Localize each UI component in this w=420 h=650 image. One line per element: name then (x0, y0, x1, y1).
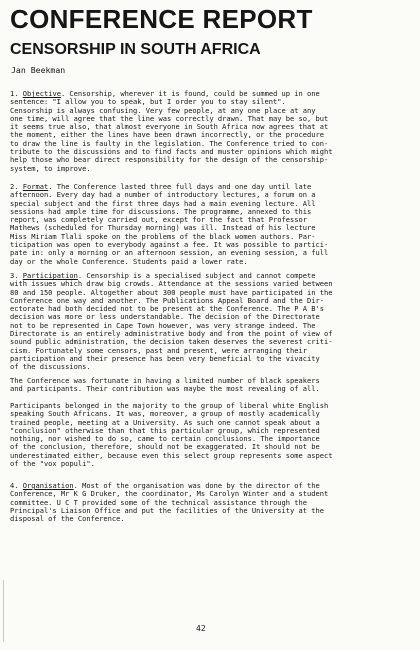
section-first-line: 1. Objective. Censorship, wherever it is found, could be summed up in one (10, 90, 320, 98)
text-line: ectorate had both decided not to be present at the Conference. The P A B's (10, 305, 324, 314)
text-line: Participants belonged in the majority to the group of liberal white English (10, 402, 329, 410)
text-line: the moment, either the lines have been drawn incorrectly, or the procedure (10, 131, 324, 140)
report-title: CONFERENCE REPORT (10, 4, 313, 34)
text-line: to draw the line is faulty in the legislation. The Conference tried to con- (10, 139, 329, 148)
section-paragraph (10, 272, 412, 372)
text-line: it seems true also, that almost everyone in South Africa now agrees that at (10, 123, 329, 132)
text-line: committee. U C T provided some of the technical assistance through the (10, 498, 307, 507)
text-line: 80 and 150 people. Altogether about 300 people must have participated in the (10, 288, 333, 297)
text-line: decision was more or less understandable. The decision of the Directorate (10, 313, 320, 322)
text-line: tribute to the discussions and to find facts and muster opinions which might (10, 148, 333, 157)
text-line: with issues which draw big crowds. Attendance at the sessions varied between (10, 280, 333, 289)
section-participation (10, 272, 412, 372)
text-line: not to be represented in Cape Town however, was very strange indeed. The (10, 321, 316, 330)
section-number: 2. (10, 183, 19, 191)
text-line: one time, will agree that the line was correctly drawn. That may be so, but (10, 114, 329, 123)
text-line: special subject and the first three days had a main evening lecture. All (10, 199, 316, 208)
text-line: Censorship is always confusing. Very few people, at any one place at any (10, 106, 316, 115)
section-heading: Organisation (22, 482, 74, 490)
section-first-line: 4. Organisation. Most of the organisation was done by the director of the (10, 482, 320, 490)
text-line: "conclusion" otherwise than that this particular group, which represented (10, 426, 320, 435)
text-line: disposal of the Conference. (10, 515, 125, 524)
text-line: Directorate is an entirely administrative body and from the point of view of (10, 330, 333, 339)
margin-mark (3, 580, 4, 642)
section-paragraph (10, 377, 412, 394)
text-line: Mathews (scheduled for Thursday morning) was ill. Instead of his lecture (10, 224, 316, 233)
text-line: Principal's Liaison Office and put the facilities of the University at the (10, 506, 324, 515)
text-line: report, was completely carried out, except for the fact that Professor (10, 216, 307, 225)
text-line: sentence: "I allow you to speak, but I order you to stay silent". (10, 98, 286, 107)
text-line: underestimated either, because even this select group represents some aspect (10, 451, 333, 460)
section-paragraph (10, 183, 412, 266)
text-line: Conference, Mr K G Druker, the coordinator, Ms Carolyn Winter and a student (10, 490, 329, 499)
section-objective (10, 90, 412, 173)
section-heading: Format (22, 183, 49, 191)
text-line: ticipation was open to everybody against a fee. It was possible to partici- (10, 241, 329, 250)
text-line: Conference one way and another. The Publications Appeal Board and the Dir- (10, 296, 324, 305)
page-number: 42 (196, 624, 206, 633)
section-first-line: 2. Format. The Conference lasted three full days and one day until late (10, 183, 312, 191)
text-line: system, to improve. (10, 164, 91, 173)
text-line: of the conclusion, therefore, should not be exaggerated. It should not be (10, 443, 320, 452)
section-paragraph (10, 402, 412, 468)
section-organisation (10, 482, 412, 523)
text-line: participation and their presence has been very beneficial to the vivacity (10, 354, 320, 363)
text-line: cism. Fortunately some censors, past and present, were arranging their (10, 346, 307, 355)
section-heading: Participation (22, 272, 78, 280)
article-title: CENSORSHIP IN SOUTH AFRICA (10, 41, 261, 58)
text-line: help those who bear direct responsibility for the design of the censorship- (10, 156, 329, 165)
section-heading: Objective (22, 90, 61, 98)
paragraph-black-speakers (10, 377, 412, 394)
section-paragraph (10, 90, 412, 173)
text-line: sessions had ample time for discussions. The programme, annexed to this (10, 207, 312, 216)
section-number: 3. (10, 272, 19, 280)
paragraph-participants (10, 402, 412, 468)
text-line: and participants. Their contribution was maybe the most revealing of all. (10, 385, 320, 394)
text-line: The Conference was fortunate in having a limited number of black speakers (10, 377, 320, 385)
text-line: Miss Miriam Tlali spoke on the problems of the black women authors. Par- (10, 232, 316, 241)
section-format (10, 183, 412, 266)
text-line: of the discussions. (10, 363, 91, 372)
section-number: 1. (10, 90, 19, 98)
text-line: nothing, nor wished to do so, came to certain conclusions. The importance (10, 435, 320, 444)
section-number: 4. (10, 482, 19, 490)
text-line: speaking South Africans. It was, moreover, a group of mostly academically (10, 410, 320, 419)
text-line: day or the whole Conference. Students paid a lower rate. (10, 257, 248, 266)
text-line: sound public administration, the decision taken deserves the severest criti- (10, 338, 333, 347)
section-first-line: 3. Participation. Censorship is a specialised subject and cannot compete (10, 272, 316, 280)
text-line: afternoon. Every day had a number of introductory lectures, a forum on a (10, 191, 316, 200)
section-paragraph (10, 482, 412, 523)
text-line: pate in: only a morning or an afternoon session, an evening session, a full (10, 249, 329, 258)
text-line: of the "vox populi". (10, 460, 95, 469)
text-line: trained people, meeting at a University. As such one cannot speak about a (10, 418, 320, 427)
author-byline: Jan Beekman (11, 65, 66, 75)
